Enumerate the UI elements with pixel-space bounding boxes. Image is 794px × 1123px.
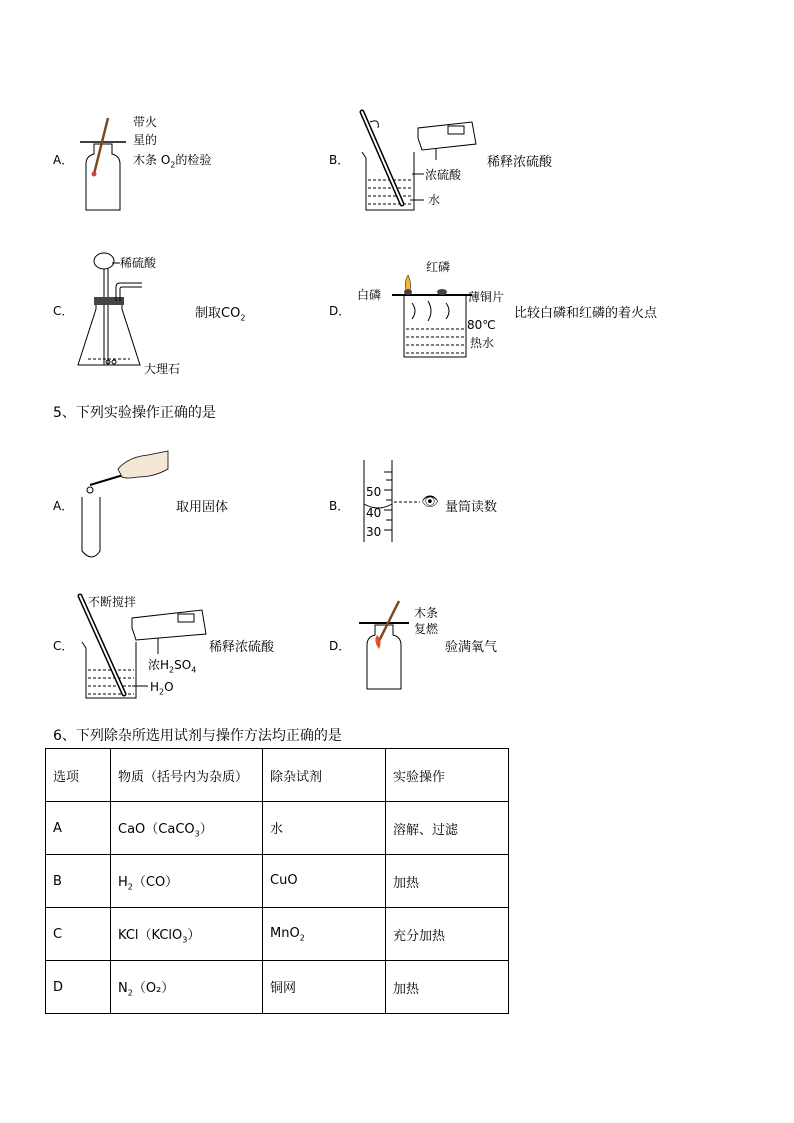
q4-a-bottle-figure xyxy=(78,112,138,212)
q5-b-tick-30: 30 xyxy=(366,525,382,539)
row-option: A xyxy=(46,802,111,855)
q5-a-caption: 取用固体 xyxy=(176,500,229,515)
q4-d-caption: 比较白磷和红磷的着火点 xyxy=(514,306,658,321)
q5-c-caption: 稀释浓硫酸 xyxy=(209,640,275,655)
q5-b-eye-icon: 👁 xyxy=(421,494,439,510)
table-row xyxy=(46,961,509,1014)
row-option: B xyxy=(46,855,111,908)
row-substance: $H_2(CO)$ xyxy=(111,855,263,908)
header-substance: 物质（括号内为杂质） xyxy=(111,749,263,802)
row-operation: 加热 xyxy=(386,855,509,908)
q4-d-label-hot: 热水 xyxy=(470,336,495,350)
row-substance: $N_2(O_2)$ xyxy=(111,961,263,1014)
q5-c-dilution-figure xyxy=(78,594,218,704)
table-row xyxy=(46,908,509,961)
q5-d-label-1: 木条 xyxy=(414,606,439,620)
q4-d-letter: D． xyxy=(329,304,351,318)
row-reagent: 水 xyxy=(263,802,386,855)
table-header-row xyxy=(46,749,509,802)
q6-options-table xyxy=(45,748,509,1014)
q5-title: 5、下列实验操作正确的是 xyxy=(53,405,216,421)
q5-c-letter: C． xyxy=(53,639,74,653)
q4-d-label-red: 红磷 xyxy=(426,260,451,274)
q5-c-label-water: $H_2O$ xyxy=(150,680,174,697)
q5-d-label-2: 复燃 xyxy=(414,622,439,636)
q4-a-label-3: 木条 $O_2$的检验 xyxy=(133,153,212,170)
q4-c-letter: C． xyxy=(53,304,74,318)
table-row xyxy=(46,802,509,855)
q5-d-caption: 验满氧气 xyxy=(445,640,498,655)
q6-title: 6、下列除杂所选用试剂与操作方法均正确的是 xyxy=(53,728,342,744)
q5-a-letter: A． xyxy=(53,499,74,513)
q4-c-caption: 制取$CO_2$ xyxy=(195,306,246,323)
q4-b-label-acid: 浓硫酸 xyxy=(425,168,462,182)
q4-b-dilution-figure xyxy=(352,108,482,218)
q4-b-label-water: 水 xyxy=(428,193,441,207)
q5-b-letter: B． xyxy=(329,499,350,513)
header-option: 选项 xyxy=(46,749,111,802)
q4-b-caption: 稀释浓硫酸 xyxy=(487,155,553,170)
q4-c-label-acid: 稀硫酸 xyxy=(120,256,157,270)
header-operation: 实验操作 xyxy=(386,749,509,802)
table-row xyxy=(46,855,509,908)
q5-b-caption: 量筒读数 xyxy=(445,500,498,515)
q5-b-tick-50: 50 xyxy=(366,485,382,499)
row-option: C xyxy=(46,908,111,961)
q4-a-label-2: 星的 xyxy=(133,133,158,147)
q4-d-label-white: 白磷 xyxy=(357,288,382,302)
q4-b-letter: B． xyxy=(329,153,350,167)
row-option: D xyxy=(46,961,111,1014)
row-reagent: 铜网 xyxy=(263,961,386,1014)
q4-c-label-marble: 大理石 xyxy=(144,362,181,376)
row-reagent: MnO$_2$ xyxy=(263,908,386,961)
q5-c-label-acid: 浓$H_2SO_4$ xyxy=(148,658,197,675)
q5-d-letter: D． xyxy=(329,639,351,653)
row-substance: CaO（CaCO$_3$） xyxy=(111,802,263,855)
row-operation: 充分加热 xyxy=(386,908,509,961)
q4-a-label-1: 带火 xyxy=(133,115,158,129)
row-substance: KCl（KClO$_3$） xyxy=(111,908,263,961)
q5-c-label-stir: 不断搅拌 xyxy=(88,595,137,609)
row-reagent: CuO xyxy=(263,855,386,908)
q4-a-letter: A． xyxy=(53,153,74,167)
row-operation: 加热 xyxy=(386,961,509,1014)
q5-b-tick-40: 40 xyxy=(366,506,382,520)
q4-d-label-temp: 80℃ xyxy=(467,318,496,332)
q5-a-tube-figure xyxy=(78,447,178,562)
q4-d-label-copper: 薄铜片 xyxy=(468,290,505,304)
row-operation: 溶解、过滤 xyxy=(386,802,509,855)
header-reagent: 除杂试剂 xyxy=(263,749,386,802)
